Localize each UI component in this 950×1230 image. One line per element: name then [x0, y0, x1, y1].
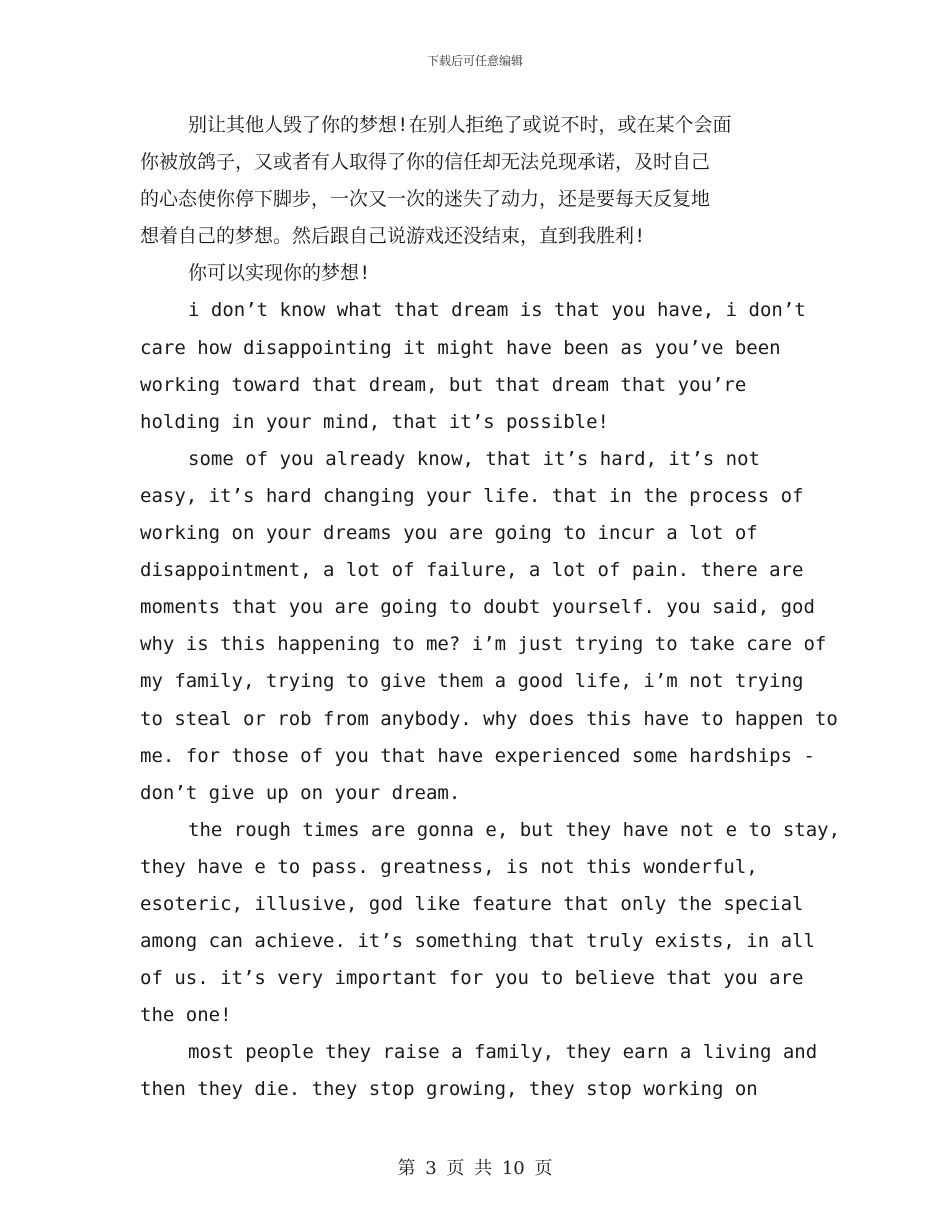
- text-line: 你可以实现你的梦想!: [188, 262, 371, 285]
- text-line: holding in your mind, that it’s possible!: [140, 410, 609, 433]
- text-line: care how disappointing it might have been as you’ve been: [140, 336, 781, 359]
- text-line: disappointment, a lot of failure, a lot of pain. there are: [140, 559, 804, 582]
- text-line: then they die. they stop growing, they stop working on: [140, 1078, 758, 1101]
- text-line: 你被放鸽子，又或者有人取得了你的信任却无法兑现承诺，及时自己: [140, 151, 711, 174]
- text-line: why is this happening to me? i’m just trying to take care of: [140, 633, 827, 656]
- text-line: my family, trying to give them a good life, i’m not trying: [140, 670, 804, 693]
- paragraph-6: [140, 1034, 818, 1108]
- text-line: moments that you are going to doubt yourself. you said, god: [140, 596, 815, 619]
- text-line: among can achieve. it’s something that truly exists, in all: [140, 930, 815, 953]
- paragraph-5: [140, 812, 841, 1035]
- paragraph-2: [140, 255, 810, 292]
- page-footer: 第 3 页 共 10 页: [397, 1158, 553, 1179]
- text-line: 别让其他人毁了你的梦想!在别人拒绝了或说不时，或在某个会面: [188, 114, 732, 136]
- text-line: to steal or rob from anybody. why does this have to happen to: [140, 707, 838, 730]
- text-line: they have e to pass. greatness, is not this wonderful,: [140, 855, 758, 878]
- text-line: most people they raise a family, they earn a living and: [188, 1041, 818, 1064]
- text-line: the one!: [140, 1004, 232, 1027]
- text-line: i don’t know what that dream is that you have, i don’t: [188, 299, 806, 322]
- text-line: some of you already know, that it’s hard, it’s not: [188, 447, 760, 470]
- text-line: working on your dreams you are going to incur a lot of: [140, 522, 758, 545]
- page-header: 下载后可任意编辑: [426, 54, 523, 68]
- paragraph-3: [140, 292, 810, 440]
- paragraph-1: [140, 107, 810, 255]
- text-line: me. for those of you that have experienced some hardships -: [140, 744, 815, 767]
- text-line: easy, it’s hard changing your life. that in the process of: [140, 484, 804, 507]
- text-line: of us. it’s very important for you to believe that you are: [140, 967, 804, 990]
- text-line: don’t give up on your dream.: [140, 781, 461, 804]
- text-line: working toward that dream, but that dream that you’re: [140, 373, 747, 396]
- document-body: [140, 107, 841, 1109]
- text-line: 的心态使你停下脚步，一次又一次的迷失了动力，还是要每天反复地: [140, 188, 711, 211]
- text-line: 想着自己的梦想。然后跟自己说游戏还没结束，直到我胜利!: [140, 225, 646, 248]
- text-line: the rough times are gonna e, but they have not e to stay,: [188, 818, 841, 841]
- paragraph-4: [140, 441, 838, 812]
- text-line: esoteric, illusive, god like feature that only the special: [140, 892, 804, 915]
